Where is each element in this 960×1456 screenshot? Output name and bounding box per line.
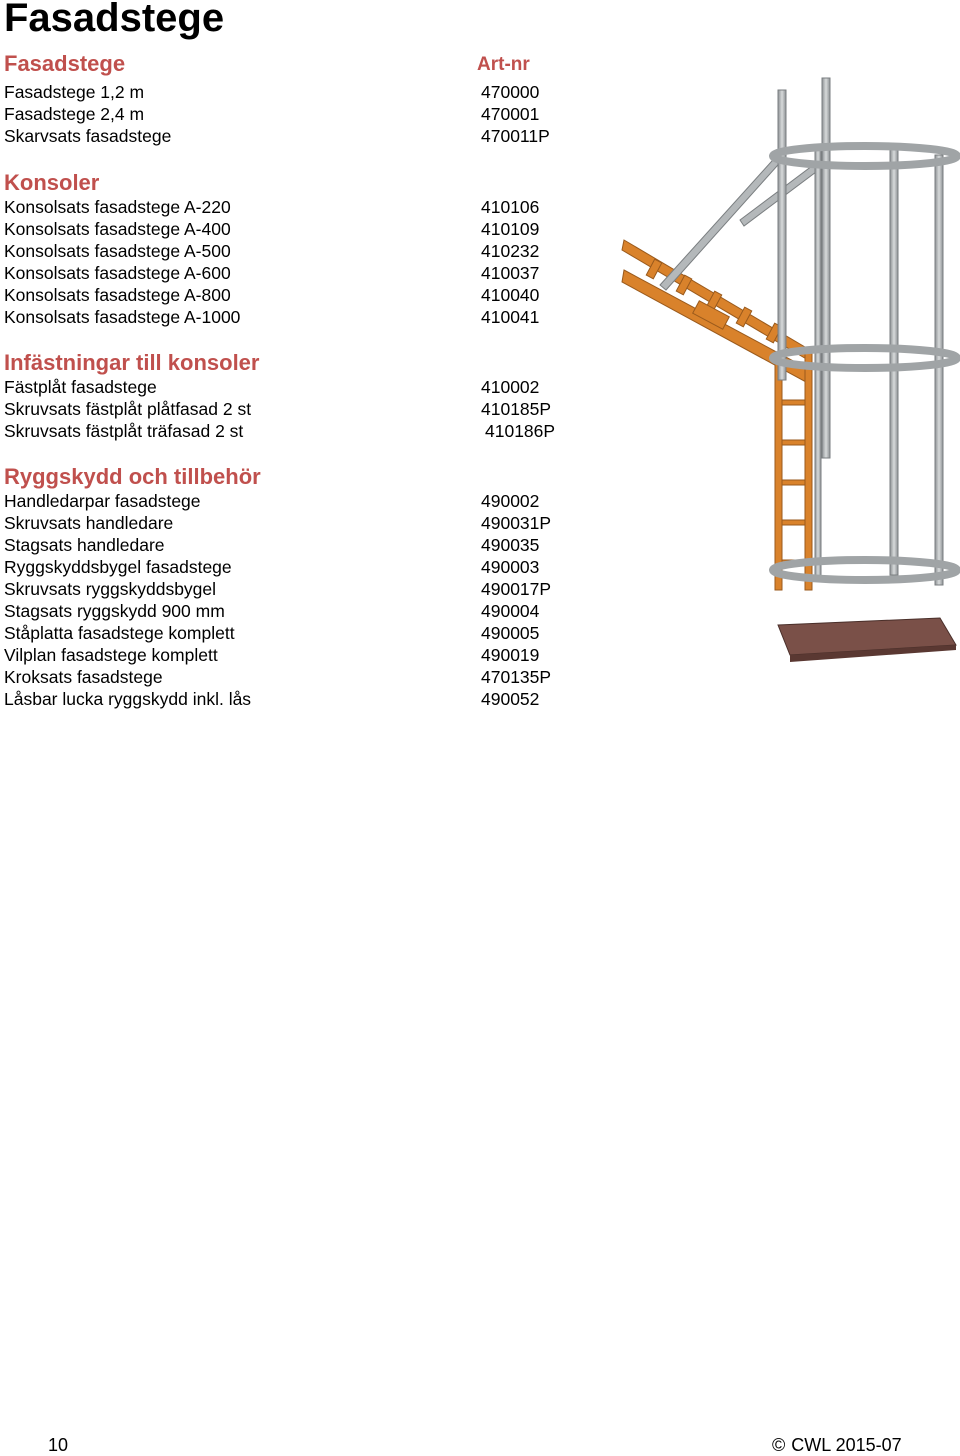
product-row xyxy=(4,600,604,622)
product-row xyxy=(4,512,604,534)
article-number: 410186P xyxy=(485,421,556,441)
vertical-ladder xyxy=(775,350,812,590)
product-row xyxy=(4,196,604,218)
product-name: Konsolsats fasadstege A-400 xyxy=(4,219,231,239)
article-number: 490005 xyxy=(481,623,540,643)
product-name: Ståplatta fasadstege komplett xyxy=(4,623,235,643)
product-row xyxy=(4,666,604,688)
article-number: 490019 xyxy=(481,645,540,665)
section-heading: Fasadstege xyxy=(4,51,126,76)
product-row xyxy=(4,622,604,644)
product-row xyxy=(4,534,604,556)
product-name: Skruvsats fästplåt träfasad 2 st xyxy=(4,421,244,441)
product-row xyxy=(4,644,604,666)
article-number: 470011P xyxy=(481,126,550,146)
ladder-cage-illustration xyxy=(610,70,960,670)
product-name: Fästplåt fasadstege xyxy=(4,377,157,397)
product-name: Stagsats ryggskydd 900 mm xyxy=(4,601,225,621)
product-name: Konsolsats fasadstege A-500 xyxy=(4,241,231,261)
article-number: 410040 xyxy=(481,285,540,305)
article-number: 410232 xyxy=(481,241,540,261)
product-row xyxy=(4,420,604,442)
product-row xyxy=(4,490,604,512)
product-name: Konsolsats fasadstege A-220 xyxy=(4,197,231,217)
section-ryggskydd xyxy=(4,464,604,710)
product-name: Skruvsats handledare xyxy=(4,513,174,533)
product-name: Fasadstege 2,4 m xyxy=(4,104,145,124)
article-number: 470135P xyxy=(481,667,552,687)
copyright-text: CWL 2015-07 xyxy=(791,1435,902,1455)
product-row xyxy=(4,218,604,240)
section-heading: Infästningar till konsoler xyxy=(4,350,260,375)
section-heading: Ryggskydd och tillbehör xyxy=(4,464,261,489)
article-number: 410185P xyxy=(481,399,552,419)
article-number: 470001 xyxy=(481,104,540,124)
article-number: 490002 xyxy=(481,491,540,511)
product-name: Skruvsats ryggskyddsbygel xyxy=(4,579,217,599)
article-number: 490004 xyxy=(481,601,540,621)
product-row xyxy=(4,103,604,125)
article-number: 410037 xyxy=(481,263,540,283)
product-name: Ryggskyddsbygel fasadstege xyxy=(4,557,232,577)
product-row xyxy=(4,398,604,420)
article-number: 490035 xyxy=(481,535,540,555)
product-row xyxy=(4,240,604,262)
section-konsoler xyxy=(4,170,604,328)
product-name: Låsbar lucka ryggskydd inkl. lås xyxy=(4,689,252,709)
article-number: 410109 xyxy=(481,219,540,239)
product-name: Skarvsats fasadstege xyxy=(4,126,172,146)
product-name: Fasadstege 1,2 m xyxy=(4,82,145,102)
product-row xyxy=(4,284,604,306)
product-row xyxy=(4,262,604,284)
cage-uprights xyxy=(778,78,943,585)
art-nr-column-header: Art-nr xyxy=(477,54,530,75)
product-row xyxy=(4,306,604,328)
article-number: 490031P xyxy=(481,513,552,533)
standing-platform xyxy=(610,618,956,662)
page-title: Fasadstege xyxy=(4,0,225,40)
article-number: 410002 xyxy=(481,377,540,397)
brace-bars xyxy=(660,152,824,290)
article-number: 490003 xyxy=(481,557,540,577)
article-number: 410106 xyxy=(481,197,540,217)
product-name: Konsolsats fasadstege A-1000 xyxy=(4,307,241,327)
product-name: Stagsats handledare xyxy=(4,535,165,555)
article-number: 490052 xyxy=(481,689,540,709)
product-row xyxy=(4,125,604,147)
product-name: Handledarpar fasadstege xyxy=(4,491,201,511)
section-fasadstege xyxy=(4,50,604,147)
product-row xyxy=(4,688,604,710)
product-name: Konsolsats fasadstege A-600 xyxy=(4,263,231,283)
product-name: Kroksats fasadstege xyxy=(4,667,163,687)
article-number: 470000 xyxy=(481,82,540,102)
article-number: 490017P xyxy=(481,579,552,599)
product-row xyxy=(4,81,604,103)
article-number: 410041 xyxy=(481,307,540,327)
copyright-icon: © xyxy=(772,1435,786,1455)
product-row xyxy=(4,556,604,578)
section-infastningar xyxy=(4,350,604,442)
product-row xyxy=(4,376,604,398)
copyright-footer xyxy=(772,1434,902,1456)
cage-hoops xyxy=(773,146,957,580)
product-name: Konsolsats fasadstege A-800 xyxy=(4,285,231,305)
section-heading: Konsoler xyxy=(4,170,100,195)
product-row xyxy=(4,578,604,600)
page-number: 10 xyxy=(48,1435,69,1455)
product-name: Vilplan fasadstege komplett xyxy=(4,645,218,665)
product-name: Skruvsats fästplåt plåtfasad 2 st xyxy=(4,399,252,419)
